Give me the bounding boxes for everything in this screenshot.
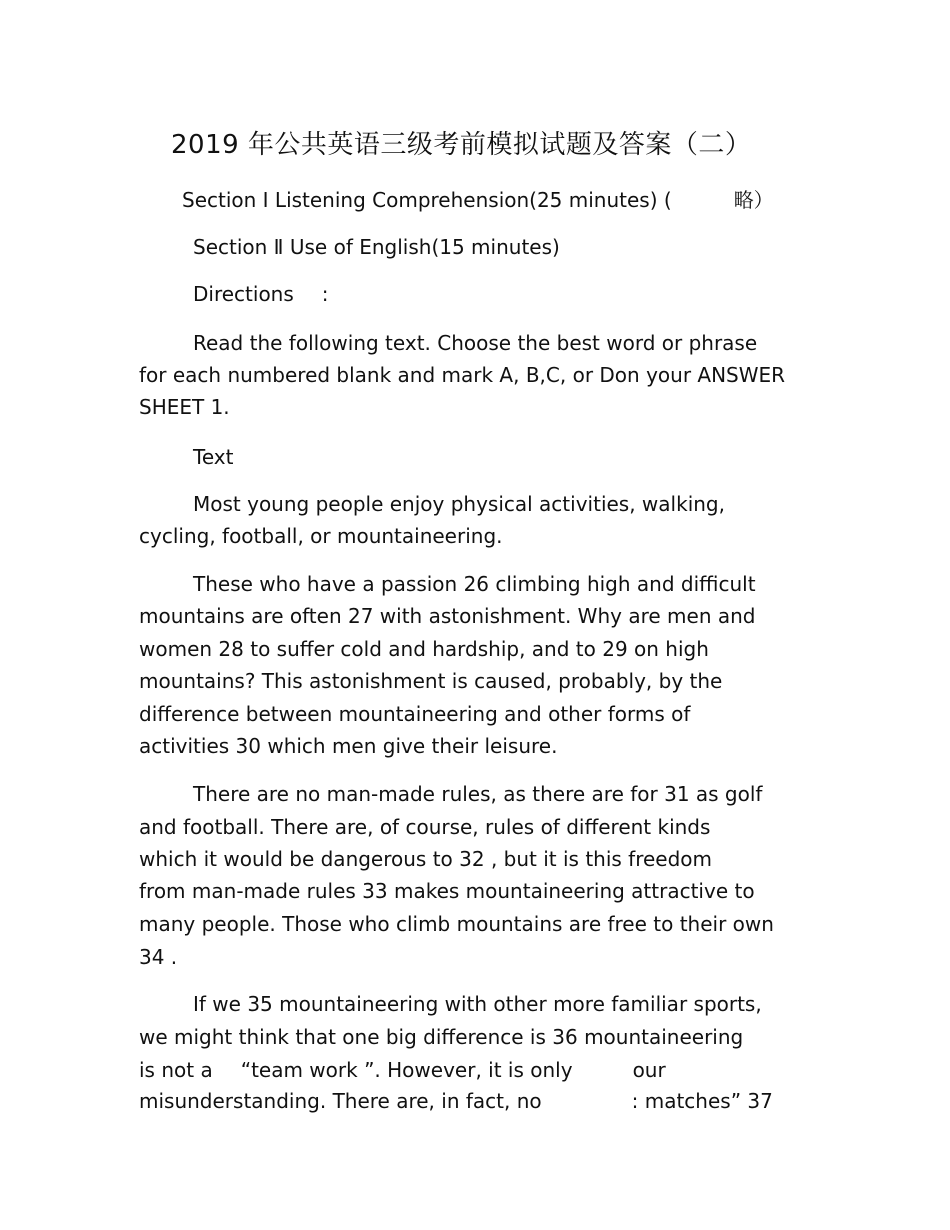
paragraph-2-line: women 28 to suffer cold and hardship, and to 29 on high: [139, 637, 709, 661]
text-label: Text: [193, 445, 234, 469]
paragraph-3-line: which it would be dangerous to 32 , but it is this freedom: [139, 847, 713, 871]
paragraph-1-line: cycling, football, or mountaineering.: [139, 524, 503, 548]
section-1-heading: [182, 184, 774, 216]
paragraph-3-line: 34 .: [139, 945, 178, 969]
directions-colon: :: [321, 282, 329, 306]
paragraph-4-line: [139, 1054, 666, 1086]
section-1-omitted-note: 略）: [733, 188, 774, 212]
section-2-heading: Section Ⅱ Use of English(15 minutes): [193, 235, 560, 259]
paragraph-4-line: we might think that one big difference is 36 mountaineering: [139, 1025, 744, 1049]
paragraph-4-fragment: is not a: [139, 1058, 213, 1082]
document-title: 2019 年公共英语三级考前模拟试题及答案（二）: [171, 130, 752, 160]
paragraph-2-line: mountains are often 27 with astonishment. Why are men and: [139, 604, 756, 628]
paragraph-4-fragment: our: [632, 1058, 666, 1082]
paragraph-2-line: activities 30 which men give their leisure.: [139, 734, 558, 758]
instructions-line: SHEET 1.: [139, 395, 230, 419]
paragraph-2-line: These who have a passion 26 climbing high and difficult: [193, 572, 756, 596]
paragraph-2-line: difference between mountaineering and other forms of: [139, 702, 691, 726]
paragraph-3-line: There are no man-made rules, as there are for 31 as golf: [193, 782, 763, 806]
instructions-line: for each numbered blank and mark A, B,C, or Don your ANSWER: [139, 363, 786, 387]
paragraph-4-line: [139, 1085, 773, 1117]
paragraph-1-line: Most young people enjoy physical activities, walking,: [193, 492, 725, 516]
instructions-line: Read the following text. Choose the best word or phrase: [193, 331, 758, 355]
paragraph-2-line: mountains? This astonishment is caused, probably, by the: [139, 669, 723, 693]
directions-heading: [193, 278, 329, 310]
paragraph-3-line: from man-made rules 33 makes mountaineering attractive to: [139, 879, 755, 903]
paragraph-4-fragment: misunderstanding. There are, in fact, no: [139, 1089, 542, 1113]
directions-label: Directions: [193, 282, 294, 306]
paragraph-4-line: If we 35 mountaineering with other more familiar sports,: [193, 992, 762, 1016]
section-1-label: Section I Listening Comprehension(25 minutes) (: [182, 188, 672, 212]
paragraph-3-line: many people. Those who climb mountains are free to their own: [139, 912, 774, 936]
paragraph-4-fragment: “team work ”. However, it is only: [240, 1058, 573, 1082]
paragraph-4-fragment: : matches” 37: [631, 1089, 773, 1113]
paragraph-3-line: and football. There are, of course, rules of different kinds: [139, 815, 711, 839]
